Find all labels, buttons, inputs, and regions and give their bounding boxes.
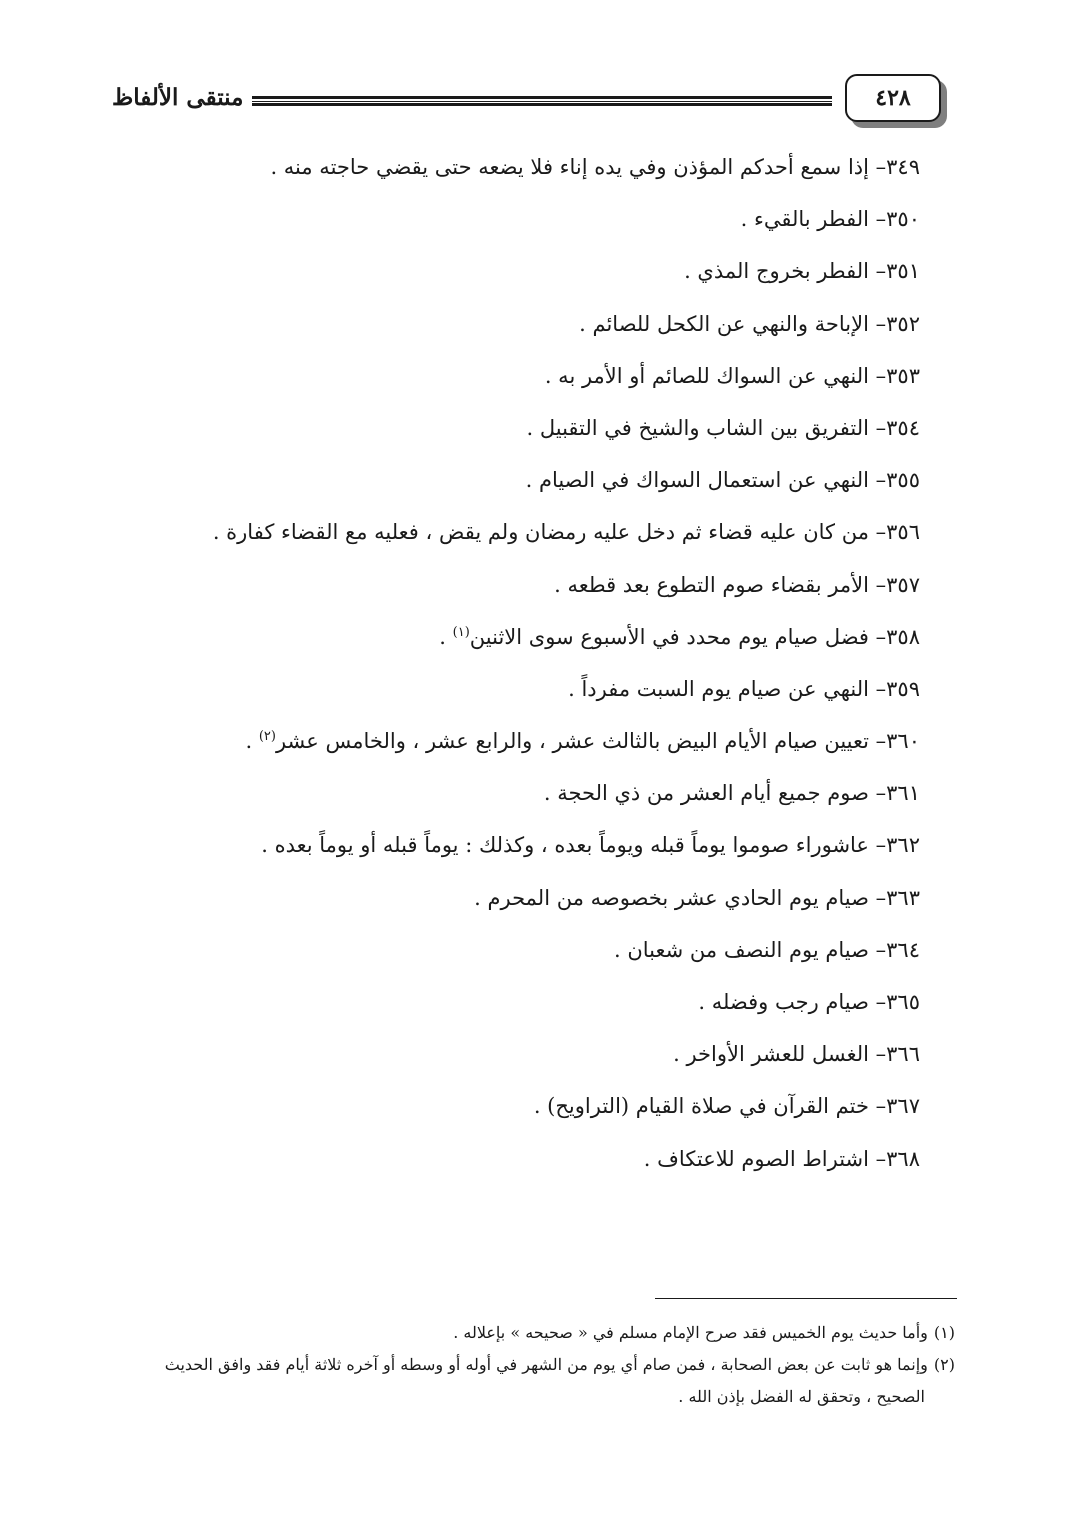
footnote-1 xyxy=(105,1318,955,1348)
page-header xyxy=(112,68,957,130)
footnote-reference[interactable]: (١) xyxy=(452,624,470,640)
item-number: ٣٥٠ xyxy=(886,207,920,232)
item-text: صيام يوم النصف من شعبان . xyxy=(614,937,869,962)
item-number: ٣٥٤ xyxy=(886,415,920,440)
item-text: النهي عن صيام يوم السبت مفرداً . xyxy=(568,676,869,701)
item-number: ٣٦٣ xyxy=(886,885,920,910)
item-number: ٣٥٦ xyxy=(886,520,920,545)
list-item: ٣٦٠– تعيين صيام الأيام البيض بالثالث عشر ، والرابع عشر ، والخامس عشر$^{(٢)}$ . xyxy=(245,729,920,754)
item-text: صيام يوم الحادي عشر بخصوصه من المحرم . xyxy=(474,885,869,910)
list-item: ٣٥٠– الفطر بالقيء . xyxy=(740,207,920,232)
footnote-number: (١) xyxy=(933,1323,955,1342)
topic-list xyxy=(60,145,920,1189)
item-text: تعيين صيام الأيام البيض بالثالث عشر ، والرابع عشر ، والخامس عشر xyxy=(275,729,869,754)
item-text: عاشوراء صوموا يوماً قبله ويوماً بعده ، وكذلك : يوماً قبله أو يوماً بعده . xyxy=(261,833,869,858)
item-text: النهي عن السواك للصائم أو الأمر به . xyxy=(544,363,869,388)
list-item: ٣٥٧– الأمر بقضاء صوم التطوع بعد قطعه . xyxy=(554,572,920,597)
list-item: ٣٦٣– صيام يوم الحادي عشر بخصوصه من المحرم . xyxy=(474,885,920,910)
list-item: ٣٥٤– التفريق بين الشاب والشيخ في التقبيل . xyxy=(526,415,920,440)
header-rule xyxy=(252,96,832,106)
item-number: ٣٦٢ xyxy=(886,833,920,858)
item-number: ٣٥٥ xyxy=(886,468,920,493)
item-number: ٣٥٨ xyxy=(886,624,920,649)
page-number-box xyxy=(845,74,941,122)
footnote-2 xyxy=(105,1350,955,1380)
footnote-separator xyxy=(655,1298,957,1299)
item-number: ٣٥١ xyxy=(886,259,920,284)
footnote-text: الصحيح ، وتحقق له الفضل بإذن الله . xyxy=(678,1387,925,1406)
item-text: ختم القرآن في صلاة القيام (التراويح) . xyxy=(533,1094,869,1119)
list-item: ٣٦١– صوم جميع أيام العشر من ذي الحجة . xyxy=(543,781,920,806)
item-number: ٣٤٩ xyxy=(886,155,920,179)
footnote-2-continuation xyxy=(105,1382,955,1412)
list-item: ٣٥٣– النهي عن السواك للصائم أو الأمر به . xyxy=(544,363,920,388)
item-text: التفريق بين الشاب والشيخ في التقبيل . xyxy=(526,415,869,440)
footnote-text: وإنما هو ثابت عن بعض الصحابة ، فمن صام أي يوم من الشهر في أوله أو وسطه أو آخره ثلاثة أيام فقد وافق الحديث xyxy=(164,1355,928,1374)
item-text: النهي عن استعمال السواك في الصيام . xyxy=(525,468,869,493)
item-text: صيام رجب وفضله . xyxy=(698,990,869,1014)
item-text: الأمر بقضاء صوم التطوع بعد قطعه . xyxy=(554,572,869,597)
list-item: ٣٦٥– صيام رجب وفضله . xyxy=(698,990,920,1014)
list-item: ٣٦٨– اشتراط الصوم للاعتكاف . xyxy=(643,1146,920,1171)
item-text: الفطر بالقيء . xyxy=(740,207,869,232)
list-item: ٣٤٩– إذا سمع أحدكم المؤذن وفي يده إناء فلا يضعه حتى يقضي حاجته منه . xyxy=(270,155,920,179)
item-text: من كان عليه قضاء ثم دخل عليه رمضان ولم يقض ، فعليه مع القضاء كفارة . xyxy=(212,520,869,545)
footnotes xyxy=(105,1318,955,1414)
item-number: ٣٥٢ xyxy=(886,311,920,336)
item-number: ٣٦٥ xyxy=(886,990,920,1014)
list-item: ٣٥٩– النهي عن صيام يوم السبت مفرداً . xyxy=(568,676,920,701)
list-item: ٣٦٢– عاشوراء صوموا يوماً قبله ويوماً بعده ، وكذلك : يوماً قبله أو يوماً بعده . xyxy=(261,833,920,858)
item-number: ٣٦٦ xyxy=(886,1042,920,1067)
item-number: ٣٥٩ xyxy=(886,676,920,701)
list-item: ٣٦٤– صيام يوم النصف من شعبان . xyxy=(614,937,920,962)
list-item: ٣٥٢– الإباحة والنهي عن الكحل للصائم . xyxy=(579,311,920,336)
item-number: ٣٦١ xyxy=(886,781,920,806)
item-text: فضل صيام يوم محدد في الأسبوع سوى الاثنين xyxy=(469,624,869,649)
item-text: صوم جميع أيام العشر من ذي الحجة . xyxy=(543,781,869,806)
item-text: اشتراط الصوم للاعتكاف . xyxy=(643,1146,869,1171)
footnote-text: وأما حديث يوم الخميس فقد صرح الإمام مسلم في « صحيحه » بإعلاله . xyxy=(453,1323,928,1342)
item-text: الغسل للعشر الأواخر . xyxy=(673,1042,869,1067)
page-number: ٤٢٨ xyxy=(875,85,911,111)
item-text: إذا سمع أحدكم المؤذن وفي يده إناء فلا يضعه حتى يقضي حاجته منه . xyxy=(270,155,869,179)
item-number: ٣٦٧ xyxy=(886,1094,920,1119)
list-item: ٣٦٦– الغسل للعشر الأواخر . xyxy=(673,1042,920,1067)
list-item: ٣٥٦– من كان عليه قضاء ثم دخل عليه رمضان ولم يقض ، فعليه مع القضاء كفارة . xyxy=(212,520,920,545)
running-title: منتقى الألفاظ xyxy=(112,84,244,111)
item-tail: . xyxy=(439,624,453,649)
item-text: الفطر بخروج المذي . xyxy=(684,259,869,284)
item-number: ٣٦٤ xyxy=(886,937,920,962)
item-number: ٣٥٣ xyxy=(886,363,920,388)
item-number: ٣٦٠ xyxy=(886,729,920,754)
list-item: ٣٥٨– فضل صيام يوم محدد في الأسبوع سوى الاثنين$^{(١)}$ . xyxy=(439,624,920,649)
footnote-number: (٢) xyxy=(933,1355,955,1374)
item-tail: . xyxy=(245,729,259,754)
list-item: ٣٥٥– النهي عن استعمال السواك في الصيام . xyxy=(525,468,920,493)
footnote-reference[interactable]: (٢) xyxy=(258,729,276,745)
item-number: ٣٦٨ xyxy=(886,1146,920,1171)
list-item: ٣٥١– الفطر بخروج المذي . xyxy=(684,259,920,284)
list-item: ٣٦٧– ختم القرآن في صلاة القيام (التراويح) . xyxy=(533,1094,920,1119)
item-number: ٣٥٧ xyxy=(886,572,920,597)
item-text: الإباحة والنهي عن الكحل للصائم . xyxy=(579,311,869,336)
